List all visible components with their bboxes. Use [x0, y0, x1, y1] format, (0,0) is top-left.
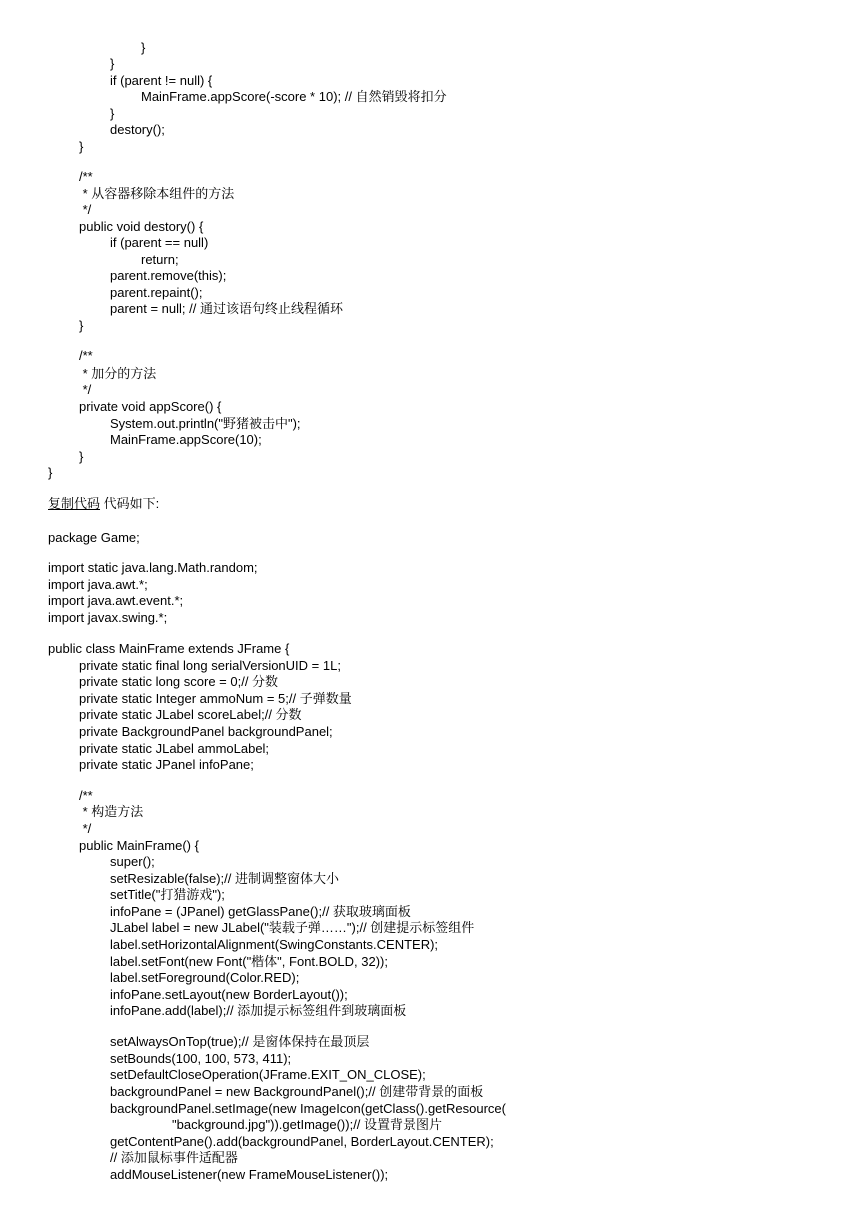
code-line: return;	[141, 252, 179, 267]
code-line: if (parent == null)	[110, 235, 209, 250]
code-line: infoPane.add(label);// 添加提示标签组件到玻璃面板	[110, 1003, 407, 1018]
code-line: */	[79, 821, 92, 836]
code-line: package Game;	[48, 530, 140, 545]
copy-code-row	[48, 496, 159, 512]
code-line: }	[79, 318, 84, 333]
code-line: parent = null; // 通过该语句终止线程循环	[110, 301, 343, 316]
code-line: import java.awt.*;	[48, 577, 148, 592]
code-intro-text: 代码如下:	[100, 496, 160, 511]
code-line: /**	[79, 348, 93, 363]
code-line: parent.repaint();	[110, 285, 203, 300]
code-line: label.setFont(new Font("楷体", Font.BOLD, 32));	[110, 954, 388, 969]
code-line: label.setHorizontalAlignment(SwingConstants.CENTER);	[110, 937, 439, 952]
code-line: }	[48, 465, 53, 480]
code-line: public class MainFrame extends JFrame {	[48, 641, 290, 656]
code-line: super();	[110, 854, 155, 869]
code-line: MainFrame.appScore(-score * 10); // 自然销毁将扣分	[141, 89, 447, 104]
copy-code-link[interactable]: 复制代码	[48, 496, 101, 511]
code-line: MainFrame.appScore(10);	[110, 432, 262, 447]
code-line: }	[110, 106, 115, 121]
code-line: destory();	[110, 122, 165, 137]
code-line: backgroundPanel = new BackgroundPanel();// 创建带背景的面板	[110, 1084, 484, 1099]
code-line: * 加分的方法	[79, 366, 157, 381]
code-line: getContentPane().add(backgroundPanel, BorderLayout.CENTER);	[110, 1134, 494, 1149]
code-line: addMouseListener(new FrameMouseListener());	[110, 1167, 389, 1182]
code-line: infoPane.setLayout(new BorderLayout());	[110, 987, 348, 1002]
code-line: setResizable(false);// 进制调整窗体大小	[110, 871, 339, 886]
code-line: private static Integer ammoNum = 5;// 子弹数量	[79, 691, 352, 706]
code-line: import javax.swing.*;	[48, 610, 168, 625]
code-line: }	[110, 56, 115, 71]
code-line: parent.remove(this);	[110, 268, 227, 283]
code-line: public void destory() {	[79, 219, 204, 234]
code-line: private void appScore() {	[79, 399, 222, 414]
code-line: */	[79, 382, 92, 397]
code-line: }	[79, 449, 84, 464]
code-line: }	[79, 139, 84, 154]
code-line: setTitle("打猎游戏");	[110, 887, 225, 902]
code-line: import java.awt.event.*;	[48, 593, 184, 608]
code-line: if (parent != null) {	[110, 73, 213, 88]
code-line: import static java.lang.Math.random;	[48, 560, 258, 575]
code-line: backgroundPanel.setImage(new ImageIcon(getClass().getResource(	[110, 1101, 506, 1116]
code-line: private static JLabel scoreLabel;// 分数	[79, 707, 302, 722]
code-line: private static long score = 0;// 分数	[79, 674, 279, 689]
code-line: "background.jpg")).getImage());// 设置背景图片	[172, 1117, 443, 1132]
code-line: // 添加鼠标事件适配器	[110, 1150, 238, 1165]
code-line: * 构造方法	[79, 804, 144, 819]
code-line: private static final long serialVersionUID = 1L;	[79, 658, 341, 673]
code-line: * 从容器移除本组件的方法	[79, 186, 235, 201]
code-line: private static JPanel infoPane;	[79, 757, 254, 772]
code-line: /**	[79, 788, 93, 803]
code-line: private BackgroundPanel backgroundPanel;	[79, 724, 333, 739]
code-line: /**	[79, 169, 93, 184]
code-line: setBounds(100, 100, 573, 411);	[110, 1051, 292, 1066]
code-line: public MainFrame() {	[79, 838, 199, 853]
code-line: setDefaultCloseOperation(JFrame.EXIT_ON_CLOSE);	[110, 1067, 426, 1082]
code-line: */	[79, 202, 92, 217]
code-line: private static JLabel ammoLabel;	[79, 741, 270, 756]
code-line: label.setForeground(Color.RED);	[110, 970, 300, 985]
code-line: setAlwaysOnTop(true);// 是窗体保持在最顶层	[110, 1034, 370, 1049]
code-line: System.out.println("野猪被击中");	[110, 416, 301, 431]
code-line: }	[141, 40, 146, 55]
code-line: JLabel label = new JLabel("装载子弹……");// 创建提示标签组件	[110, 920, 475, 935]
code-line: infoPane = (JPanel) getGlassPane();// 获取玻璃面板	[110, 904, 411, 919]
